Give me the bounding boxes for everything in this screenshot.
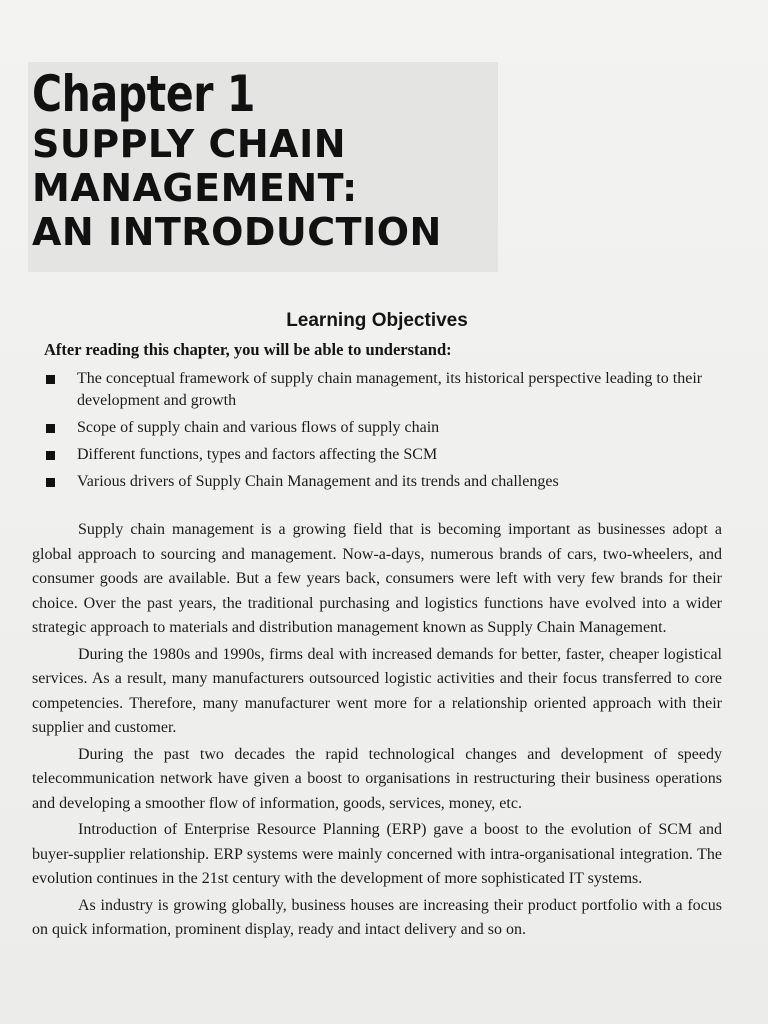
chapter-label: Chapter 1 xyxy=(32,65,256,123)
square-bullet-icon xyxy=(46,375,55,384)
learning-objectives-intro: After reading this chapter, you will be able to understand: xyxy=(44,340,452,359)
square-bullet-icon xyxy=(46,424,55,433)
square-bullet-icon xyxy=(46,478,55,487)
chapter-title-line-1: SUPPLY CHAIN xyxy=(32,122,347,166)
learning-objectives-section xyxy=(32,310,722,498)
chapter-title-line-2: MANAGEMENT: xyxy=(32,166,358,210)
body-paragraph: Introduction of Enterprise Resource Planning (ERP) gave a boost to the evolution of SCM and buyer-supplier relationship. ERP systems were mainly concerned with intra-organisational integration. The evolution continues in the 21st century with the development of more sophisticated IT systems. xyxy=(32,821,722,887)
chapter-title-line-3: AN INTRODUCTION xyxy=(32,210,442,254)
objective-text: The conceptual framework of supply chain management, its historical perspective leading to their development and growth xyxy=(77,370,703,409)
chapter-body xyxy=(32,518,722,945)
objective-text: Various drivers of Supply Chain Management and its trends and challenges xyxy=(77,473,559,490)
objective-item xyxy=(32,444,722,466)
body-paragraph: During the 1980s and 1990s, firms deal with increased demands for better, faster, cheaper logistical services. As a result, many manufacturers outsourced logistic activities and their focus transferred to core competencies. Therefore, many manufacturer went more for a relationship oriented approach with their supplier and customer. xyxy=(32,645,722,736)
body-paragraph: As industry is growing globally, business houses are increasing their product portfolio with a focus on quick information, prominent display, ready and intact delivery and so on. xyxy=(32,896,722,938)
body-paragraph: During the past two decades the rapid technological changes and development of speedy telecommunication network have given a boost to organisations in restructuring their business operations and developing a smoother flow of information, goods, services, money, etc. xyxy=(32,745,722,812)
body-paragraph: Supply chain management is a growing field that is becoming important as businesses adopt a global approach to sourcing and management. Now-a-days, numerous brands of cars, two-wheelers, and consumer goods are available. But a few years back, consumers were left with very few brands for their choice. Over the past years, the traditional purchasing and logistics functions have evolved into a wider strategic approach to materials and distribution management known as Supply Chain Management. xyxy=(32,521,722,636)
chapter-title-block xyxy=(28,62,498,272)
objective-item xyxy=(32,471,722,493)
learning-objectives-list xyxy=(32,368,722,493)
objective-item xyxy=(32,417,722,439)
objective-item xyxy=(32,368,722,412)
objective-text: Scope of supply chain and various flows of supply chain xyxy=(77,419,440,436)
learning-objectives-heading: Learning Objectives xyxy=(286,310,468,331)
objective-text: Different functions, types and factors affecting the SCM xyxy=(77,446,438,463)
square-bullet-icon xyxy=(46,451,55,460)
